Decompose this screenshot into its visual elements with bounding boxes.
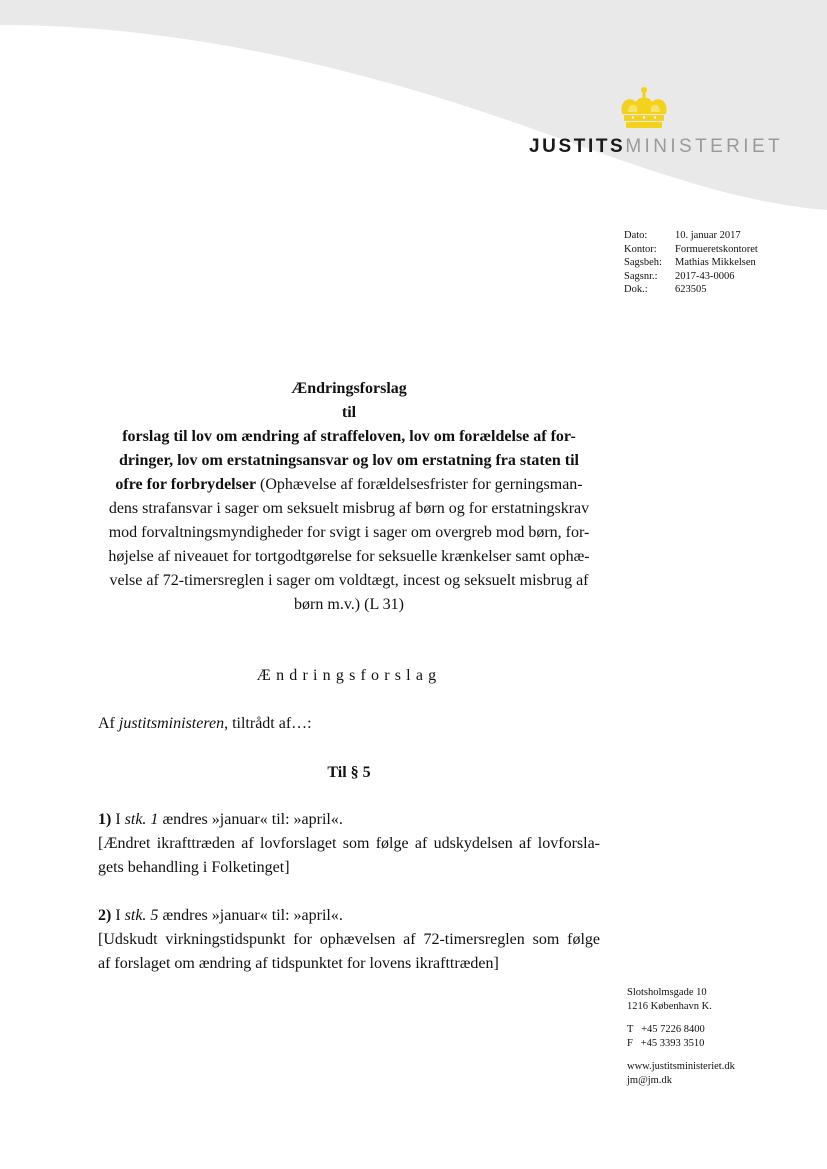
meta-value: 623505 <box>675 284 707 295</box>
meta-value: Formueretskontoret <box>675 243 758 255</box>
amendment-text <box>98 904 600 928</box>
meta-value: Mathias Mikkelsen <box>675 257 756 268</box>
meta-label: Kontor: <box>624 243 657 255</box>
meta-label: Dok.: <box>624 284 648 295</box>
bill-subtitle-line: dens strafansvar i sager om seksuelt misbrug af børn og for erstatningskrav <box>108 500 590 517</box>
email-link[interactable]: jm@jm.dk <box>627 1074 672 1086</box>
bill-subtitle-start: (Ophævelse af forældelsesfrister for gerningsman- <box>256 476 583 493</box>
meta-row-case-number <box>624 270 758 284</box>
proposer-name: justitsministeren <box>118 715 225 732</box>
amendment-subsection: stk. 5 <box>124 907 159 924</box>
proposer-suffix: , tiltrådt af…: <box>224 715 312 732</box>
bill-subtitle-line: højelse af niveauet for tortgodtgørelse for seksuelle krænkelser samt ophæ- <box>108 548 590 565</box>
meta-label: Sagsbeh: <box>624 257 662 268</box>
address-line: 1216 København K. <box>627 1000 712 1012</box>
bill-title-tail: ofre for forbrydelser <box>115 476 257 493</box>
section-heading-spaced: Ændringsforslag <box>256 667 442 684</box>
bill-subtitle-line: velse af 72-timersreglen i sager om voldtægt, incest og seksuelt misbrug af <box>109 572 589 589</box>
meta-row-office <box>624 243 758 257</box>
address-line: Slotsholmsgade 10 <box>627 987 707 998</box>
bill-title-line <box>98 473 600 497</box>
logo-part-justits: JUSTITS <box>529 136 626 157</box>
amendment-subsection: stk. 1 <box>124 811 159 828</box>
document-title-block <box>98 377 600 617</box>
proposer-prefix: Af <box>98 715 119 732</box>
amendment-note-line: gets behandling i Folketinget] <box>98 859 290 876</box>
amendment-item <box>98 904 600 976</box>
contact-footer <box>627 986 735 1087</box>
logo-part-ministeriet: MINISTERIET <box>625 136 784 157</box>
amendment-note-line: [Ændret ikrafttræden af lovforslaget som følge af udskydelsen af lovforsla- <box>98 835 600 852</box>
bill-subtitle-line: mod forvaltningsmyndigheder for svigt i sager om overgreb mod børn, for- <box>108 524 590 541</box>
meta-value: 2017-43-0006 <box>675 270 735 282</box>
ministry-logo-text <box>529 136 783 158</box>
meta-value: 10. januar 2017 <box>675 230 741 241</box>
paragraph-heading: Til § 5 <box>327 764 371 781</box>
phone-number: T +45 7226 8400 <box>627 1024 705 1035</box>
amendment-text-pre: I <box>111 907 125 924</box>
meta-row-doc-number <box>624 283 758 297</box>
amendment-number: 2) <box>98 907 112 924</box>
title-heading: Ændringsforslag <box>291 380 407 397</box>
meta-label: Sagsnr.: <box>624 270 658 282</box>
amendment-number: 1) <box>98 811 112 828</box>
bill-subtitle-line: børn m.v.) (L 31) <box>294 596 404 613</box>
amendment-text-post: ændres »januar« til: »april«. <box>158 907 343 924</box>
amendment-text-post: ændres »januar« til: »april«. <box>158 811 343 828</box>
amendment-text <box>98 808 600 832</box>
header-wave-background <box>0 0 827 230</box>
website-link[interactable]: www.justitsministeriet.dk <box>627 1061 735 1072</box>
crown-icon <box>616 86 672 130</box>
amendment-item <box>98 808 600 880</box>
amendment-note-line: af forslaget om ændring af tidspunktet for lovens ikrafttræden] <box>98 955 499 972</box>
title-til: til <box>341 404 357 421</box>
meta-row-caseworker <box>624 256 758 270</box>
bill-title-line: dringer, lov om erstatningsansvar og lov om erstatning fra staten til <box>119 452 579 469</box>
amendment-note-line: [Udskudt virkningstidspunkt for ophævelsen af 72-timersreglen som følge <box>98 931 600 948</box>
amendment-text-pre: I <box>111 811 125 828</box>
meta-row-date <box>624 229 758 243</box>
proposer-line <box>98 712 600 736</box>
meta-label: Dato: <box>624 230 648 241</box>
fax-number: F +45 3393 3510 <box>627 1037 705 1049</box>
document-metadata <box>624 229 758 297</box>
bill-title-line: forslag til lov om ændring af straffeloven, lov om forældelse af for- <box>122 428 576 445</box>
